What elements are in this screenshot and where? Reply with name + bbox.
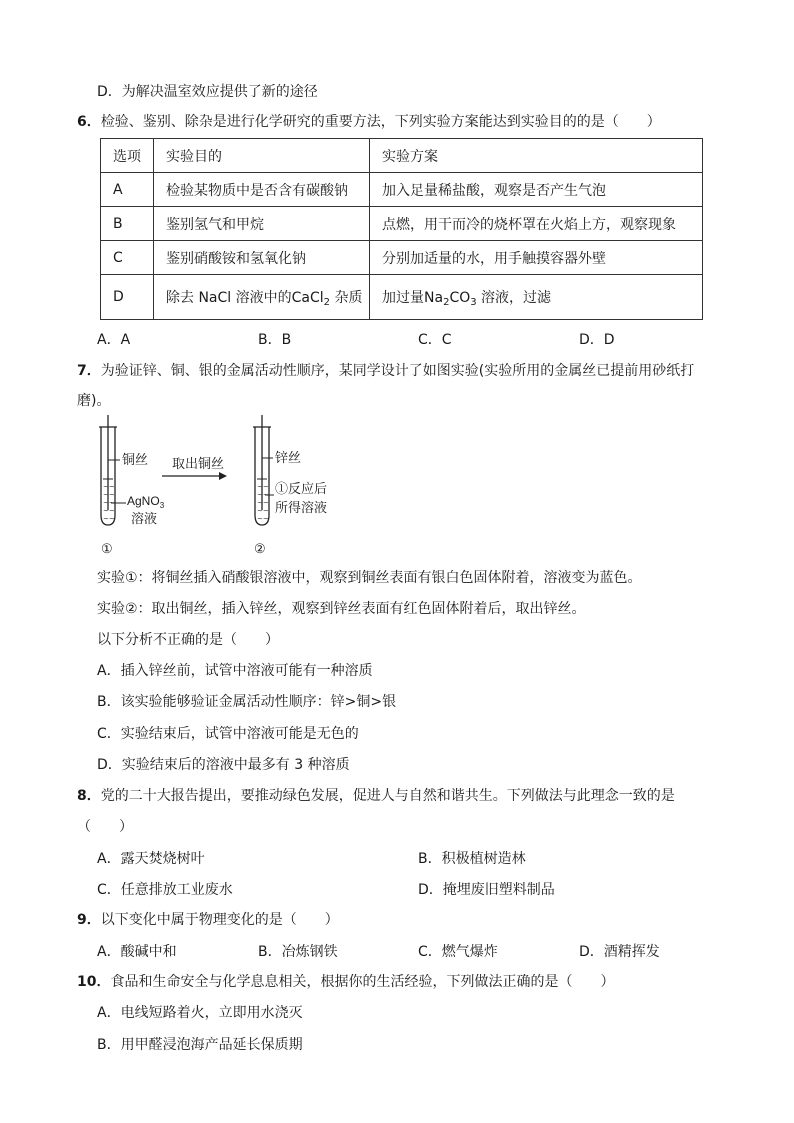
label-zinc-wire: 锌丝: [275, 450, 302, 465]
option-b: B．B: [258, 332, 292, 348]
table-cell: 鉴别硝酸铵和氢氧化钠: [154, 241, 370, 275]
figure-label-2: ②: [254, 541, 266, 556]
question-10: [77, 972, 614, 992]
option-b: B．积极植树造林: [418, 851, 526, 867]
figure-label-1: ①: [101, 541, 113, 556]
question-stem: 为验证锌、铜、银的金属活动性顺序，某同学设计了如图实验(实验所用的金属丝已提前用砂纸打: [100, 363, 695, 379]
q7-option-b: B．该实验能够验证金属活动性顺序：锌>铜>银: [97, 694, 397, 710]
experiment-2-text: 实验②：取出铜丝，插入锌丝，观察到锌丝表面有红色固体附着后，取出锌丝。: [97, 601, 586, 617]
question-stem: 以下变化中属于物理变化的是（ ）: [100, 912, 339, 928]
test-tube-1: [99, 415, 126, 525]
question-9: [77, 910, 339, 930]
table-cell: 鉴别氢气和甲烷: [154, 207, 370, 241]
q7-option-d: D．实验结束后的溶液中最多有 3 种溶质: [97, 757, 350, 773]
question-stem-continued: 磨)。: [77, 393, 111, 409]
table-cell: 加入足量稀盐酸，观察是否产生气泡: [370, 173, 703, 207]
formula-text: 溶液，过滤: [476, 289, 552, 306]
table-header: 选项: [101, 139, 154, 173]
svg-text:~~: ~~: [257, 483, 269, 491]
experiment-figure: [96, 415, 346, 560]
option-d: D．掩埋废旧塑料制品: [418, 882, 555, 898]
option-d: D．酒精挥发: [579, 944, 660, 960]
svg-text:~~: ~~: [257, 515, 269, 523]
question-stem: 检验、鉴别、除杂是进行化学研究的重要方法，下列实验方案能达到实验目的的是（ ）: [100, 114, 661, 130]
q7-option-c: C．实验结束后，试管中溶液可能是无色的: [97, 726, 359, 742]
option-a: A．A: [97, 332, 131, 348]
label-remove-copper: 取出铜丝: [172, 456, 225, 471]
svg-text:~~: ~~: [103, 483, 115, 491]
svg-text:~~: ~~: [257, 491, 269, 499]
q10-option-a: A．电线短路着火，立即用水浇灭: [97, 1005, 303, 1021]
question-number: 10．: [77, 974, 111, 990]
svg-text:~~: ~~: [257, 499, 269, 507]
table-header-row: [101, 139, 703, 173]
formula-subscript: 2: [443, 296, 450, 308]
option-a: A．露天焚烧树叶: [97, 851, 205, 867]
formula-text: CO: [449, 289, 471, 306]
label-copper-wire: 铜丝: [122, 452, 149, 467]
table-row: [101, 241, 703, 275]
question-stem-continued: （ ）: [77, 819, 133, 835]
table-cell: B: [101, 207, 154, 241]
question-6: [77, 112, 661, 132]
table-header: 实验目的: [154, 139, 370, 173]
arrow-head: [219, 472, 227, 480]
table-cell: A: [101, 173, 154, 207]
question-stem: 党的二十大报告提出，要推动绿色发展，促进人与自然和谐共生。下列做法与此理念一致的是: [100, 788, 675, 804]
option-c: C．C: [418, 332, 452, 348]
question-8: [77, 786, 675, 806]
table-cell: 分别加适量的水，用手触摸容器外壁: [370, 241, 703, 275]
svg-text:~~: ~~: [103, 507, 115, 515]
svg-text:~~: ~~: [103, 499, 115, 507]
formula-text: 杂质: [330, 289, 363, 306]
table-cell: D: [101, 275, 154, 320]
experiment-table: [100, 138, 703, 320]
label-resulting-solution: 所得溶液: [275, 500, 328, 515]
formula-text: 加过量Na: [382, 289, 444, 306]
formula-subscript: 3: [470, 296, 477, 308]
table-row: [101, 275, 703, 320]
table-cell: 点燃，用干而冷的烧杯罩在火焰上方，观察现象: [370, 207, 703, 241]
test-tube-2: [253, 415, 274, 525]
question-stem: 食品和生命安全与化学息息相关，根据你的生活经验，下列做法正确的是（ ）: [110, 974, 615, 990]
option-c: C．燃气爆炸: [418, 944, 498, 960]
label-agno3: [127, 494, 165, 510]
svg-text:~~: ~~: [103, 515, 115, 523]
table-row: [101, 173, 703, 207]
table-header: 实验方案: [370, 139, 703, 173]
question-number: 8．: [77, 788, 101, 804]
formula-text: 除去 NaCl 溶液中的CaCl: [166, 289, 324, 306]
label-solution: 溶液: [131, 511, 158, 526]
option-d: D．D: [579, 332, 615, 348]
experiment-1-text: 实验①：将铜丝插入硝酸银溶液中，观察到铜丝表面有银白色固体附着，溶液变为蓝色。: [97, 570, 642, 586]
table-cell: [370, 275, 703, 320]
option-a: A．酸碱中和: [97, 944, 177, 960]
table-cell: 检验某物质中是否含有碳酸钠: [154, 173, 370, 207]
question-number: 9．: [77, 912, 101, 928]
label-after-reaction: ①反应后: [275, 481, 328, 496]
q5-option-d: D．为解决温室效应提供了新的途径: [97, 84, 318, 100]
q10-option-b: B．用甲醛浸泡海产品延长保质期: [97, 1037, 303, 1053]
table-cell: C: [101, 241, 154, 275]
formula-subscript: 3: [159, 501, 165, 510]
formula-subscript: 2: [323, 296, 331, 308]
q7-option-a: A．插入锌丝前，试管中溶液可能有一种溶质: [97, 663, 373, 679]
table-cell: [154, 275, 370, 320]
question-number: 6．: [77, 114, 101, 130]
table-row: [101, 207, 703, 241]
svg-text:~~: ~~: [257, 507, 269, 515]
option-c: C．任意排放工业废水: [97, 882, 233, 898]
option-b: B．冶炼钢铁: [258, 944, 338, 960]
question-7: [77, 361, 694, 381]
question-number: 7．: [77, 363, 101, 379]
svg-text:~~: ~~: [103, 491, 115, 499]
q7-question: 以下分析不正确的是（ ）: [97, 632, 279, 648]
formula-text: AgNO: [127, 494, 160, 508]
